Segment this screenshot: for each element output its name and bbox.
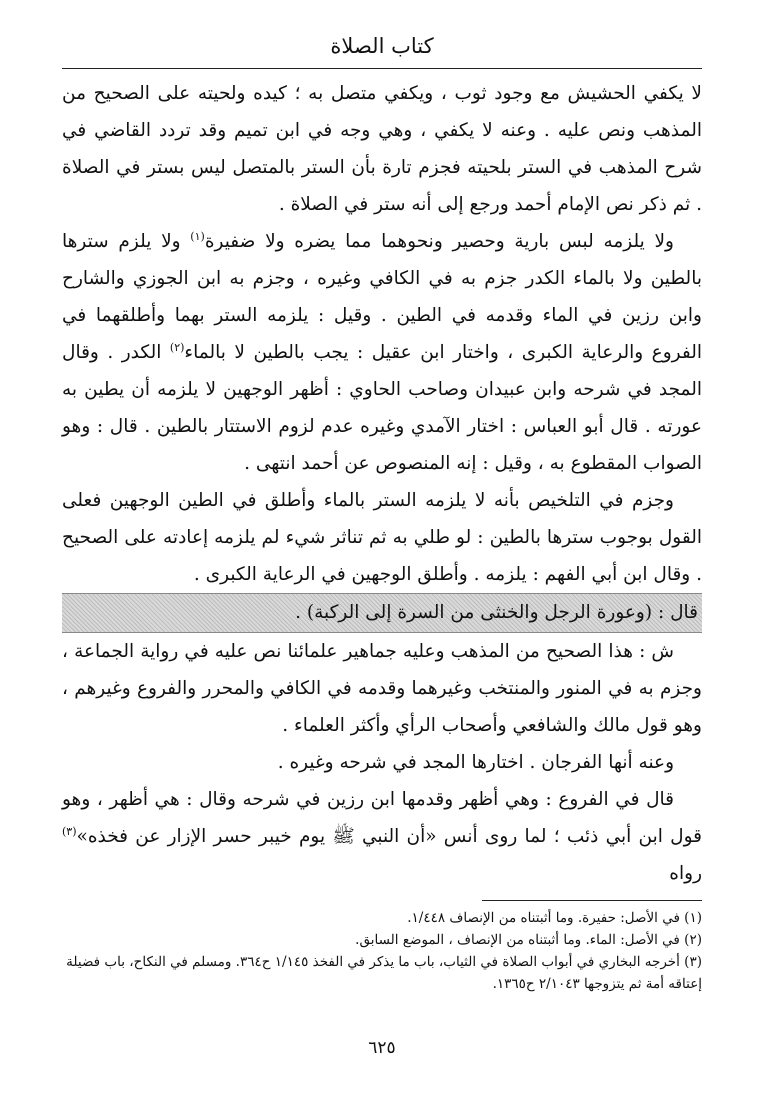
- paragraph-2-text-a: ولا يلزمه لبس بارية وحصير ونحوهما مما يضره ولا ضفيرة: [204, 231, 674, 252]
- header-rule: [62, 68, 702, 69]
- paragraph-1-text: لا يكفي الحشيش مع وجود ثوب ، ويكفي متصل به ؛ كيده ولحيته على الصحيح من المذهب ونص عليه . وعنه لا يكفي ، وهي وجه في ابن تميم وقد تردد القاضي في شرح المذهب في الستر بلحيته فجزم تارة بأن الستر بالمتصل ليس بستر في الصلاة . ثم ذكر نص الإمام أحمد ورجع إلى أنه ستر في الصلاة .: [62, 83, 702, 215]
- page-number: ٦٢٥: [368, 1038, 396, 1058]
- paragraph-3-text: وجزم في التلخيص بأنه لا يلزمه الستر بالماء وأطلق في الطين الوجهين فعلى القول بوجوب سترها بالطين : لو طلي به ثم تناثر شيء لم يلزمه إعادته على الصحيح . وقال ابن أبي الفهم : يلزمه . وأطلق الوجهين في الرعاية الكبرى .: [62, 490, 702, 585]
- footnote-ref-1[interactable]: (١): [190, 229, 205, 243]
- paragraph-5: [62, 744, 702, 781]
- footnotes: [62, 907, 702, 995]
- paragraph-2-text-b: ولا يلزم سترها بالطين ولا بالماء الكدر جزم به في الكافي وغيره ، وجزم به ابن الجوزي والشارح وابن رزين في الماء وقدمه في الطين . وقيل : يلزمه الستر بهما وأطلقهما في الفروع والرعاية الكبرى ، واختار ابن عقيل : يجب بالطين لا بالماء: [62, 231, 702, 363]
- book-page: [62, 28, 702, 1068]
- running-head: كتاب الصلاة: [330, 34, 434, 58]
- matn-heading-text: قال : (وعورة الرجل والخنثى من السرة إلى الركبة) .: [295, 602, 698, 623]
- footnote-rule: [482, 900, 702, 901]
- paragraph-2: [62, 223, 702, 482]
- main-text: [62, 75, 702, 892]
- footnote-ref-2[interactable]: (٢): [169, 340, 185, 354]
- paragraph-4-text: ش : هذا الصحيح من المذهب وعليه جماهير علمائنا نص عليه في رواية الجماعة ، وجزم به في المنور والمنتخب وغيرهما وقدمه في الكافي والمحرر والفروع وغيرهم ، وهو قول مالك والشافعي وأصحاب الرأي وأكثر العلماء .: [62, 641, 702, 736]
- footnote-3: (٣) أخرجه البخاري في أبواب الصلاة في الثياب، باب ما يذكر في الفخذ ١/١٤٥ ح٣٦٤. ومسلم في النكاح، باب فضيلة إعتاقه أمة ثم يتزوجها ٢/١٠٤٣ ح١٣٦٥.: [66, 954, 702, 992]
- paragraph-1: [62, 75, 702, 223]
- paragraph-2-text-c: الكدر . وقال المجد في شرحه وابن عبيدان وصاحب الحاوي : أظهر الوجهين لا يلزمه أن يطين به عورته . قال أبو العباس : اختار الآمدي وغيره عدم لزوم الاستتار بالطين . قال : وهو الصواب المقطوع به ، وقيل : إنه المنصوص عن أحمد انتهى .: [62, 342, 702, 474]
- paragraph-5-text: وعنه أنها الفرجان . اختارها المجد في شرحه وغيره .: [277, 752, 674, 773]
- matn-heading: [62, 593, 702, 633]
- paragraph-3: [62, 482, 702, 593]
- footnote-ref-3[interactable]: (٣): [62, 824, 77, 838]
- footnote-1: (١) في الأصل: حفيرة. وما أثبتناه من الإنصاف ١/٤٤٨.: [407, 910, 702, 926]
- footnote-2: (٢) في الأصل: الماء. وما أثبتناه من الإنصاف ، الموضع السابق.: [355, 932, 702, 948]
- paragraph-6: [62, 781, 702, 892]
- paragraph-4: [62, 633, 702, 744]
- paragraph-6-text: قال في الفروع : وهي أظهر وقدمها ابن رزين في شرحه وقال : هي أظهر ، وهو قول ابن أبي ذئب ؛ لما روى أنس «أن النبي ﷺ يوم خيبر حسر الإزار عن فخذه»: [62, 789, 702, 847]
- paragraph-6-text-b: رواه: [669, 863, 702, 884]
